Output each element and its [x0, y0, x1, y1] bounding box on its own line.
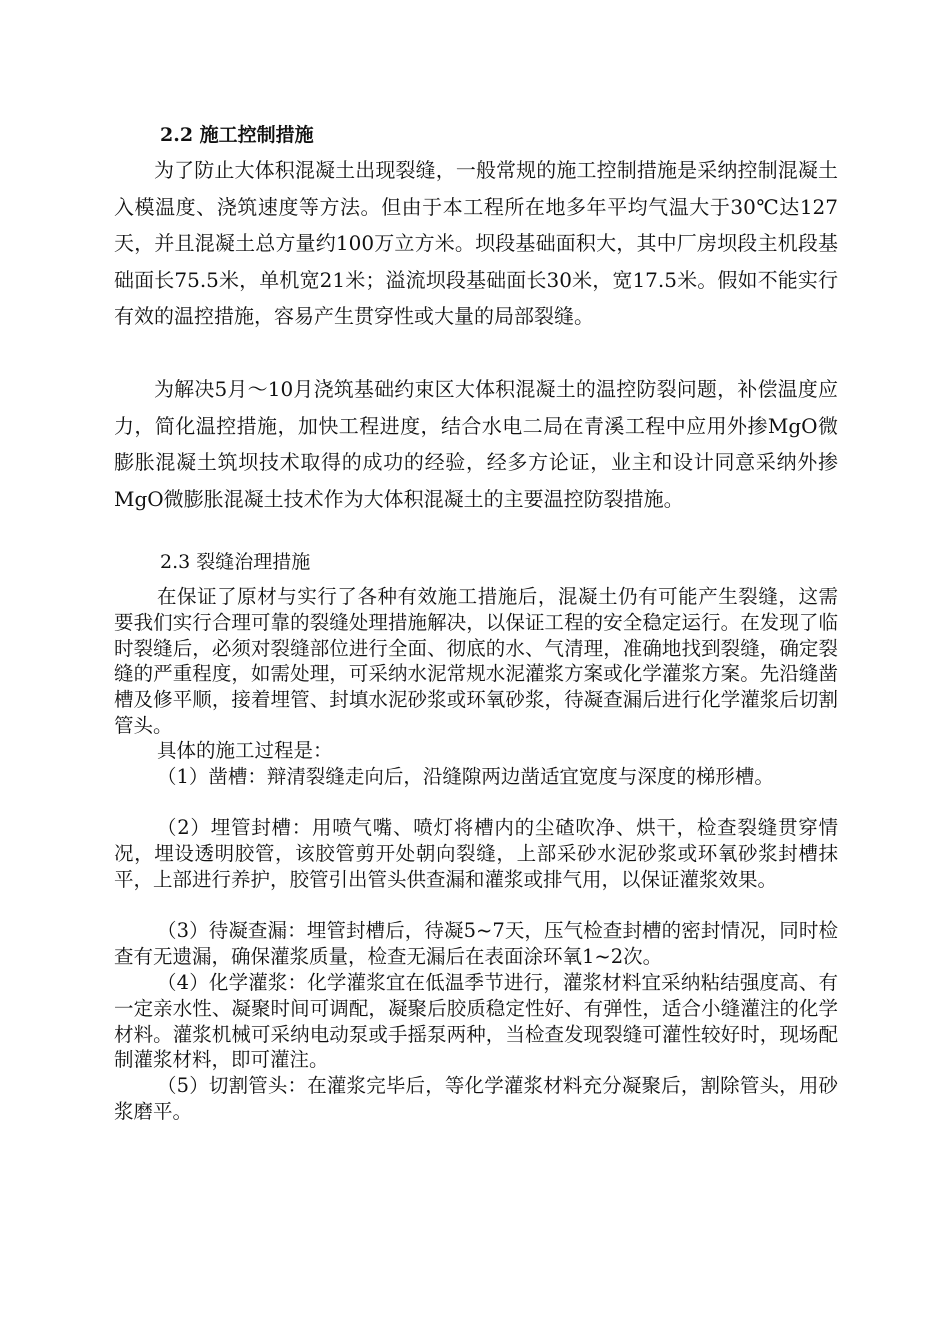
section-heading-2-3: 2.3 裂缝治理措施: [160, 551, 311, 573]
paragraph-crack-treatment-intro: 在保证了原材与实行了各种有效施工措施后，混凝土仍有可能产生裂缝，这需要我们实行合理可靠的裂缝处理措施解决，以保证工程的安全稳定运行。在发现了临时裂缝后，必须对裂缝部位进行全面、彻底的水、气清理，准确地找到裂缝，确定裂缝的严重程度，如需处理，可采纳水泥常规水泥灌浆方案或化学灌浆方案。先沿缝凿槽及修平顺，接着埋管、封填水泥砂浆或环氧砂浆，待凝查漏后进行化学灌浆后切割管头。: [114, 585, 838, 737]
step-1-chiseling: （1）凿槽：辩清裂缝走向后，沿缝隙两边凿适宜宽度与深度的梯形槽。: [157, 765, 774, 788]
step-5-cutting-pipe-heads: （5）切割管头：在灌浆完毕后，等化学灌浆材料充分凝聚后，割除管头，用砂浆磨平。: [114, 1074, 838, 1123]
paragraph-temperature-control: 为了防止大体积混凝土出现裂缝，一般常规的施工控制措施是采纳控制混凝土入模温度、浇筑速度等方法。但由于本工程所在地多年平均气温大于30℃达127天，并且混凝土总方量约100万立方米。坝段基础面积大，其中厂房坝段主机段基础面长75.5米，单机宽21米；溢流坝段基础面长30米，宽17.5米。假如不能实行有效的温控措施，容易产生贯穿性或大量的局部裂缝。: [114, 158, 838, 328]
section-heading-2-2: 2.2 施工控制措施: [160, 124, 314, 146]
step-2-pipe-sealing: （2）埋管封槽：用喷气嘴、喷灯将槽内的尘碴吹净、烘干，检查裂缝贯穿情况，埋设透明胶管，该胶管剪开处朝向裂缝，上部采砂水泥砂浆或环氧砂浆封槽抹平，上部进行养护，胶管引出管头供查漏和灌浆或排气用，以保证灌浆效果。: [114, 816, 838, 891]
step-4-chemical-grouting: （4）化学灌浆：化学灌浆宜在低温季节进行，灌浆材料宜采纳粘结强度高、有一定亲水性、凝聚时间可调配，凝聚后胶质稳定性好、有弹性，适合小缝灌注的化学材料。灌浆机械可采纳电动泵或手摇泵两种，当检查发现裂缝可灌性较好时，现场配制灌浆材料，即可灌注。: [114, 971, 838, 1072]
paragraph-mgo-measure: 为解决5月～10月浇筑基础约束区大体积混凝土的温控防裂问题，补偿温度应力，简化温控措施，加快工程进度，结合水电二局在青溪工程中应用外掺MgO微膨胀混凝土筑坝技术取得的成功的经验，经多方论证，业主和设计同意采纳外掺MgO微膨胀混凝土技术作为大体积混凝土的主要温控防裂措施。: [114, 377, 838, 511]
paragraph-process-label: 具体的施工过程是：: [157, 739, 333, 762]
step-3-leak-check: （3）待凝查漏：埋管封槽后，待凝5~7天，压气检查封槽的密封情况，同时检查有无遗漏，确保灌浆质量，检查无漏后在表面涂环氧1~2次。: [114, 919, 838, 968]
